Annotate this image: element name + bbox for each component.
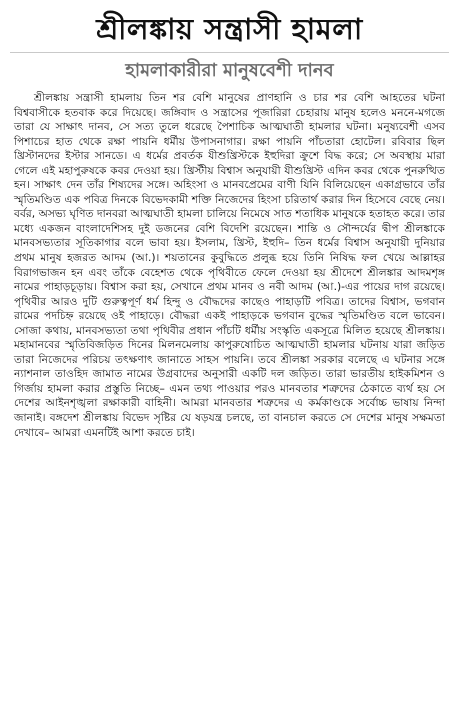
subheadline: হামলাকারীরা মানুষবেশী দানব — [125, 60, 334, 81]
article-paragraph: শ্রীলঙ্কায় সন্ত্রাসী হামলায় তিন শর বেশি মানুষের প্রাণহানি ও চার শর বেশি আহতের ঘটনা বিশ্ববাসীকে হতবাক করে দিয়েছে। জঙ্গিবাদ ও সন্ত্রাসের পূজারিরা চেহারায় মানুষ হলেও মননে-মগজে তারা যে সাক্ষাৎ দানব, সে সত্য তুলে ধরেছে পৈশাচিক আত্মঘাতী হামলার ঘটনা। মনুষ্যবেশী এসব পিশাচের হাত থেকে রক্ষা পায়নি ধর্মীয় উপাসনাগার। রক্ষা পায়নি পাঁচতারা হোটেল। রবিবার ছিল খ্রিস্টানদের ইস্টার সানডে। এ ধর্মের প্রবর্তক যীশুখ্রিস্টকে ইহুদিরা ক্রুশে বিদ্ধ করে; সে অবস্থায় মারা গেলে এই মহাপুরুষকে কবর দেওয়া হয়। খ্রিস্টীয় বিশ্বাস অনুযায়ী যীশুখ্রিস্ট এদিন কবর থেকে পুনরুত্থিত হন। সাক্ষাৎ দেন তাঁর শিষ্যদের সঙ্গে। অহিংসা ও মানবপ্রেমের বাণী যিনি বিলিয়েছেন একাগ্রভাবে তাঁর স্মৃতিমণ্ডিত এক পবিত্র দিনকে বিভেদকামী শক্তি নিজেদের হিংসা চরিতার্থ করার দিন হিসেবে বেছে নেয়। বর্বর, অসভ্য ঘৃণিত দানবরা আত্মঘাতী হামলা চালিয়ে নিমেষে সাত শতাধিক মানুষকে হতাহত করে। তার মধ্যে একজন বাংলাদেশিসহ দুই ডজনের বেশি বিদেশি রয়েছেন। শান্তি ও সৌন্দর্যের দ্বীপ শ্রীলঙ্কাকে মানবসভ্যতার সূতিকাগার বলে ভাবা হয়। ইসলাম, খ্রিস্ট, ইহুদি– তিন ধর্মের বিশ্বাস অনুযায়ী দুনিয়ার প্রথম মানুষ হজরত আদম (আ.)। শয়তানের কুবুদ্ধিতে প্রলুব্ধ হয়ে তিনি নিষিদ্ধ ফল খেয়ে আল্লাহর বিরাগভাজন হন এবং তাঁকে বেহেশত থেকে পৃথিবীতে ফেলে দেওয়া হয় শ্রীদেশে শ্রীলঙ্কার আদমশৃঙ্গ নামের পাহাড়চূড়ায়। বিশ্বাস করা হয়, সেখানে প্রথম মানব ও নবী আদম (আ.)-এর পায়ের দাগ রয়েছে। পৃথিবীর আরও দুটি গুরুত্বপূর্ণ ধর্ম হিন্দু ও বৌদ্ধদের কাছেও পাহাড়টি পবিত্র। তাদের বিশ্বাস, ভগবান রামের পদচিহ্ন রয়েছে ওই পাহাড়ে। বৌদ্ধরা একই পাহাড়কে ভগবান বুদ্ধের স্মৃতিমণ্ডিত বলে ভাবেন। সোজা কথায়, মানবসভ্যতা তথা পৃথিবীর প্রধান পাঁচটি ধর্মীয় সংস্কৃতি একসূত্রে মিলিত হয়েছে শ্রীলঙ্কায়। মহামানবের স্মৃতিবিজড়িত দিনের মিলনমেলায় কাপুরুষোচিত আত্মঘাতী হামলার ঘটনায় যারা জড়িত তারা নিজেদের পরিচয় তৎক্ষণাৎ জানাতে সাহস পায়নি। তবে শ্রীলঙ্কা সরকার বলেছে এ ঘটনার সঙ্গে ন্যাশনাল তাওহিদ জামাত নামের উগ্রবাদের অনুসারী একটি দল জড়িত। তারা ভারতীয় হাইকমিশন ও গির্জায় হামলা করার প্রস্তুতি নিচ্ছে– এমন তথ্য পাওয়ার পরও মানবতার শত্রুদের ঠেকাতে ব্যর্থ হয় সে দেশের আইনশৃঙ্খলা রক্ষাকারী বাহিনী। আমরা মানবতার শত্রুদের এ কর্মকাণ্ডকে সর্বোচ্চ ভাষায় নিন্দা জানাই। বঙ্গদেশ শ্রীলঙ্কায় বিভেদ সৃষ্টির যে ষড়যন্ত্র চলছে, তা বানচাল করতে সে দেশের মানুষ সক্ষমতা দেখাবে– আমরা এমনটিই আশা করতে চাই। — [14, 91, 445, 439]
article-body — [10, 91, 449, 440]
headline: শ্রীলঙ্কায় সন্ত্রাসী হামলা — [10, 10, 449, 53]
